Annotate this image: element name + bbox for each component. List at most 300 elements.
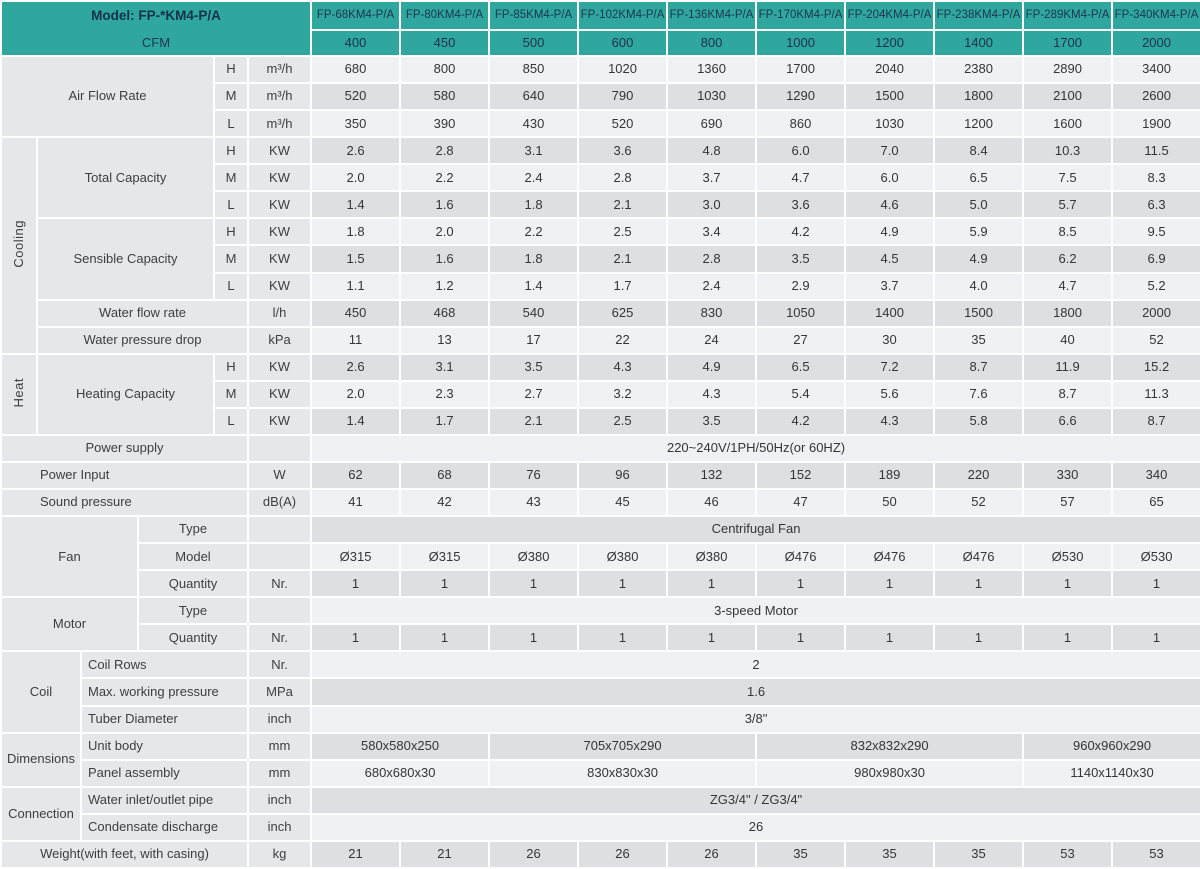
section-label-vertical: Heat [10, 377, 26, 408]
section-label-cell [1, 137, 37, 354]
value-cell: 3/8" [311, 706, 1200, 733]
value-cell: 4.3 [845, 408, 934, 435]
value-cell: 3.5 [756, 245, 845, 272]
speed-label-cell: L [214, 273, 248, 300]
value-cell: 340 [1112, 462, 1200, 489]
row-label-cell: Weight(with feet, with casing) [1, 841, 248, 868]
value-cell: 2.6 [311, 354, 400, 381]
section-label-cell [1, 354, 37, 435]
value-cell: 2.7 [489, 381, 578, 408]
model-column-header: FP-80KM4-P/A [400, 1, 489, 30]
value-cell: 2.4 [489, 164, 578, 191]
value-cell: Ø476 [756, 543, 845, 570]
value-cell: Ø380 [578, 543, 667, 570]
row-label-cell: Water inlet/outlet pipe [81, 787, 248, 814]
table-row [1, 300, 1200, 327]
value-cell: 11 [311, 327, 400, 354]
unit-cell: KW [248, 381, 311, 408]
value-cell: 4.2 [756, 408, 845, 435]
model-column-header: FP-204KM4-P/A [845, 1, 934, 30]
speed-label-cell: M [214, 164, 248, 191]
value-cell: 15.2 [1112, 354, 1200, 381]
value-cell: 8.5 [1023, 218, 1112, 245]
value-cell: 1 [667, 570, 756, 597]
value-cell: 45 [578, 489, 667, 516]
table-row [1, 841, 1200, 868]
value-cell: 1 [934, 570, 1023, 597]
value-cell: 1500 [845, 83, 934, 110]
value-cell: 830 [667, 300, 756, 327]
unit-cell: MPa [248, 678, 311, 705]
value-cell: 11.3 [1112, 381, 1200, 408]
speed-label-cell: H [214, 354, 248, 381]
value-cell: 1.6 [400, 245, 489, 272]
section-label-cell: Connection [1, 787, 81, 841]
row-label-cell: Power supply [1, 435, 248, 462]
speed-label-cell: L [214, 110, 248, 137]
model-column-header: FP-136KM4-P/A [667, 1, 756, 30]
value-cell: 1030 [845, 110, 934, 137]
value-cell: 4.7 [1023, 273, 1112, 300]
value-cell: 1.7 [400, 408, 489, 435]
value-cell: 26 [489, 841, 578, 868]
speed-label-cell: M [214, 83, 248, 110]
cfm-value-cell: 800 [667, 30, 756, 56]
value-cell: 35 [845, 841, 934, 868]
unit-cell: mm [248, 760, 311, 787]
value-cell: 46 [667, 489, 756, 516]
value-cell: ZG3/4" / ZG3/4" [311, 787, 1200, 814]
value-cell: 1.4 [489, 273, 578, 300]
value-cell: 1 [667, 624, 756, 651]
value-cell: 1500 [934, 300, 1023, 327]
value-cell: Ø476 [934, 543, 1023, 570]
value-cell: 4.8 [667, 137, 756, 164]
unit-cell: mm [248, 733, 311, 760]
table-row [1, 137, 1200, 164]
value-cell: 1 [1112, 624, 1200, 651]
value-cell: 1.8 [311, 218, 400, 245]
table-row [1, 516, 1200, 543]
speed-label-cell: L [214, 408, 248, 435]
value-cell: 132 [667, 462, 756, 489]
table-row [1, 543, 1200, 570]
value-cell: 2.9 [756, 273, 845, 300]
value-cell: 52 [934, 489, 1023, 516]
model-column-header: FP-238KM4-P/A [934, 1, 1023, 30]
value-cell: 57 [1023, 489, 1112, 516]
value-cell: 65 [1112, 489, 1200, 516]
section-label-cell: Motor [1, 597, 138, 651]
value-cell: 640 [489, 83, 578, 110]
row-label-cell: Air Flow Rate [1, 56, 214, 137]
speed-label-cell: H [214, 56, 248, 83]
table-row [1, 218, 1200, 245]
value-cell: 53 [1023, 841, 1112, 868]
row-label-cell: Heating Capacity [37, 354, 214, 435]
value-cell: 47 [756, 489, 845, 516]
value-cell: 4.9 [934, 245, 1023, 272]
value-cell: 690 [667, 110, 756, 137]
cfm-value-cell: 1000 [756, 30, 845, 56]
value-cell: 860 [756, 110, 845, 137]
value-cell: 1700 [756, 56, 845, 83]
value-cell: 2.1 [578, 245, 667, 272]
value-cell: 520 [578, 110, 667, 137]
value-cell: 4.9 [667, 354, 756, 381]
value-cell: 6.6 [1023, 408, 1112, 435]
value-cell: Ø380 [489, 543, 578, 570]
table-row [1, 760, 1200, 787]
unit-cell: KW [248, 245, 311, 272]
value-cell: 3.7 [845, 273, 934, 300]
value-cell: 1.8 [489, 191, 578, 218]
value-cell: Ø476 [845, 543, 934, 570]
value-cell: 1 [400, 624, 489, 651]
value-cell: 2.5 [578, 218, 667, 245]
value-cell: 8.7 [934, 354, 1023, 381]
value-cell: 1.4 [311, 408, 400, 435]
value-cell: 330 [1023, 462, 1112, 489]
value-cell: 8.4 [934, 137, 1023, 164]
unit-cell: inch [248, 787, 311, 814]
table-row [1, 706, 1200, 733]
value-cell: 5.8 [934, 408, 1023, 435]
value-cell: 3.7 [667, 164, 756, 191]
unit-cell: KW [248, 191, 311, 218]
value-cell: 790 [578, 83, 667, 110]
model-column-header: FP-85KM4-P/A [489, 1, 578, 30]
cfm-value-cell: 1200 [845, 30, 934, 56]
table-row [1, 489, 1200, 516]
row-label-cell: Type [138, 597, 248, 624]
unit-cell: KW [248, 218, 311, 245]
value-cell: 1 [756, 624, 845, 651]
section-label-cell: Fan [1, 516, 138, 597]
row-label-cell: Total Capacity [37, 137, 214, 218]
value-cell: 1050 [756, 300, 845, 327]
table-row [1, 651, 1200, 678]
value-cell: 1800 [1023, 300, 1112, 327]
value-cell: 21 [400, 841, 489, 868]
unit-cell: m³/h [248, 83, 311, 110]
value-cell: 3-speed Motor [311, 597, 1200, 624]
model-column-header: FP-102KM4-P/A [578, 1, 667, 30]
value-cell: 350 [311, 110, 400, 137]
unit-cell: l/h [248, 300, 311, 327]
unit-cell: Nr. [248, 651, 311, 678]
value-cell: 6.0 [756, 137, 845, 164]
value-cell: 680 [311, 56, 400, 83]
value-cell: 26 [578, 841, 667, 868]
value-cell: 1.6 [311, 678, 1200, 705]
value-cell: 2380 [934, 56, 1023, 83]
value-cell: 40 [1023, 327, 1112, 354]
value-cell: 450 [311, 300, 400, 327]
value-cell: 3.6 [756, 191, 845, 218]
cfm-value-cell: 1700 [1023, 30, 1112, 56]
table-row [1, 678, 1200, 705]
value-cell: 1030 [667, 83, 756, 110]
unit-cell: Nr. [248, 570, 311, 597]
value-cell: 27 [756, 327, 845, 354]
table-row [1, 733, 1200, 760]
value-cell: 1600 [1023, 110, 1112, 137]
value-cell: 1.7 [578, 273, 667, 300]
unit-cell: kPa [248, 327, 311, 354]
value-cell: 830x830x30 [489, 760, 756, 787]
value-cell: 4.7 [756, 164, 845, 191]
value-cell: 2.1 [489, 408, 578, 435]
value-cell: 2040 [845, 56, 934, 83]
value-cell: 26 [667, 841, 756, 868]
model-column-header: FP-289KM4-P/A [1023, 1, 1112, 30]
unit-cell [248, 543, 311, 570]
value-cell: 1360 [667, 56, 756, 83]
speed-label-cell: L [214, 191, 248, 218]
value-cell: 430 [489, 110, 578, 137]
value-cell: 5.2 [1112, 273, 1200, 300]
value-cell: 220~240V/1PH/50Hz(or 60HZ) [311, 435, 1200, 462]
value-cell: 1.8 [489, 245, 578, 272]
value-cell: 1800 [934, 83, 1023, 110]
table-row [1, 354, 1200, 381]
cfm-value-cell: 2000 [1112, 30, 1200, 56]
value-cell: 3.1 [400, 354, 489, 381]
value-cell: 3.5 [667, 408, 756, 435]
value-cell: 4.3 [667, 381, 756, 408]
value-cell: 8.7 [1023, 381, 1112, 408]
value-cell: 5.9 [934, 218, 1023, 245]
value-cell: 8.7 [1112, 408, 1200, 435]
value-cell: 2.8 [667, 245, 756, 272]
value-cell: 3.1 [489, 137, 578, 164]
value-cell: 5.7 [1023, 191, 1112, 218]
value-cell: 390 [400, 110, 489, 137]
value-cell: 5.0 [934, 191, 1023, 218]
value-cell: 6.3 [1112, 191, 1200, 218]
unit-cell: inch [248, 814, 311, 841]
table-row [1, 624, 1200, 651]
value-cell: 1 [578, 624, 667, 651]
table-row [1, 435, 1200, 462]
value-cell: 6.0 [845, 164, 934, 191]
cfm-value-cell: 600 [578, 30, 667, 56]
value-cell: 3.5 [489, 354, 578, 381]
value-cell: 220 [934, 462, 1023, 489]
value-cell: 4.6 [845, 191, 934, 218]
value-cell: 850 [489, 56, 578, 83]
value-cell: 4.5 [845, 245, 934, 272]
value-cell: 3400 [1112, 56, 1200, 83]
value-cell: 2.5 [578, 408, 667, 435]
value-cell: 1 [1112, 570, 1200, 597]
value-cell: 10.3 [1023, 137, 1112, 164]
unit-cell: Nr. [248, 624, 311, 651]
table-row [1, 56, 1200, 83]
value-cell: 1 [845, 570, 934, 597]
value-cell: 2.2 [400, 164, 489, 191]
value-cell: 11.9 [1023, 354, 1112, 381]
value-cell: 21 [311, 841, 400, 868]
value-cell: 68 [400, 462, 489, 489]
speed-label-cell: M [214, 381, 248, 408]
row-label-cell: Power Input [1, 462, 248, 489]
spec-table-body [1, 56, 1200, 868]
value-cell: 26 [311, 814, 1200, 841]
unit-cell [248, 516, 311, 543]
unit-cell: KW [248, 273, 311, 300]
unit-cell: KW [248, 164, 311, 191]
value-cell: Ø530 [1023, 543, 1112, 570]
unit-cell: m³/h [248, 110, 311, 137]
value-cell: 2.1 [578, 191, 667, 218]
value-cell: 2890 [1023, 56, 1112, 83]
cfm-value-cell: 450 [400, 30, 489, 56]
value-cell: 4.9 [845, 218, 934, 245]
value-cell: 520 [311, 83, 400, 110]
value-cell: 7.0 [845, 137, 934, 164]
model-column-header: FP-340KM4-P/A [1112, 1, 1200, 30]
speed-label-cell: M [214, 245, 248, 272]
row-label-cell: Condensate discharge [81, 814, 248, 841]
value-cell: 1 [489, 624, 578, 651]
value-cell: 2.0 [311, 381, 400, 408]
value-cell: 1400 [845, 300, 934, 327]
value-cell: 1.4 [311, 191, 400, 218]
value-cell: 2100 [1023, 83, 1112, 110]
value-cell: 2000 [1112, 300, 1200, 327]
value-cell: 62 [311, 462, 400, 489]
model-title-cell [1, 1, 311, 56]
value-cell: 705x705x290 [489, 733, 756, 760]
row-label-cell: Quantity [138, 570, 248, 597]
model-header-row [1, 1, 1200, 30]
value-cell: 3.2 [578, 381, 667, 408]
value-cell: 7.2 [845, 354, 934, 381]
value-cell: 76 [489, 462, 578, 489]
value-cell: 4.0 [934, 273, 1023, 300]
section-label-vertical: Cooling [10, 219, 26, 268]
value-cell: 11.5 [1112, 137, 1200, 164]
value-cell: 1 [845, 624, 934, 651]
table-row [1, 462, 1200, 489]
value-cell: 6.2 [1023, 245, 1112, 272]
value-cell: 1 [400, 570, 489, 597]
value-cell: 2.8 [578, 164, 667, 191]
value-cell: 7.6 [934, 381, 1023, 408]
value-cell: 2 [311, 651, 1200, 678]
value-cell: 1020 [578, 56, 667, 83]
value-cell: 9.5 [1112, 218, 1200, 245]
value-cell: 1290 [756, 83, 845, 110]
value-cell: 1 [578, 570, 667, 597]
unit-cell: KW [248, 354, 311, 381]
value-cell: 189 [845, 462, 934, 489]
value-cell: 1.5 [311, 245, 400, 272]
value-cell: 2.4 [667, 273, 756, 300]
value-cell: 3.4 [667, 218, 756, 245]
unit-cell: inch [248, 706, 311, 733]
value-cell: 540 [489, 300, 578, 327]
value-cell: Ø315 [311, 543, 400, 570]
value-cell: 96 [578, 462, 667, 489]
value-cell: 468 [400, 300, 489, 327]
unit-cell [248, 435, 311, 462]
table-row [1, 327, 1200, 354]
row-label-cell: Water pressure drop [37, 327, 248, 354]
value-cell: 980x980x30 [756, 760, 1023, 787]
row-label-cell: Quantity [138, 624, 248, 651]
value-cell: 1200 [934, 110, 1023, 137]
value-cell: 580 [400, 83, 489, 110]
value-cell: 6.5 [756, 354, 845, 381]
value-cell: 2.0 [311, 164, 400, 191]
value-cell: Ø530 [1112, 543, 1200, 570]
value-cell: 1 [311, 624, 400, 651]
value-cell: 2.3 [400, 381, 489, 408]
value-cell: 4.3 [578, 354, 667, 381]
value-cell: 24 [667, 327, 756, 354]
row-label-cell: Sensible Capacity [37, 218, 214, 299]
value-cell: Centrifugal Fan [311, 516, 1200, 543]
value-cell: 1140x1140x30 [1023, 760, 1200, 787]
value-cell: 1 [756, 570, 845, 597]
unit-cell: KW [248, 137, 311, 164]
value-cell: 680x680x30 [311, 760, 489, 787]
cfm-label: CFM [141, 34, 171, 50]
row-label-cell: Coil Rows [81, 651, 248, 678]
model-column-header: FP-170KM4-P/A [756, 1, 845, 30]
value-cell: 2.0 [400, 218, 489, 245]
table-row [1, 570, 1200, 597]
unit-cell: W [248, 462, 311, 489]
value-cell: 1 [489, 570, 578, 597]
value-cell: 1 [311, 570, 400, 597]
row-label-cell: Tuber Diameter [81, 706, 248, 733]
value-cell: 832x832x290 [756, 733, 1023, 760]
value-cell: 1900 [1112, 110, 1200, 137]
value-cell: 53 [1112, 841, 1200, 868]
row-label-cell: Model [138, 543, 248, 570]
value-cell: 1.1 [311, 273, 400, 300]
value-cell: 6.5 [934, 164, 1023, 191]
section-label-cell: Coil [1, 651, 81, 732]
unit-cell: m³/h [248, 56, 311, 83]
value-cell: 580x580x250 [311, 733, 489, 760]
section-label-cell: Dimensions [1, 733, 81, 787]
row-label-cell: Type [138, 516, 248, 543]
row-label-cell: Max. working pressure [81, 678, 248, 705]
model-title: Model: FP-*KM4-P/A [91, 8, 221, 24]
value-cell: 800 [400, 56, 489, 83]
value-cell: 7.5 [1023, 164, 1112, 191]
value-cell: 50 [845, 489, 934, 516]
cfm-value-cell: 400 [311, 30, 400, 56]
value-cell: 41 [311, 489, 400, 516]
unit-cell: dB(A) [248, 489, 311, 516]
value-cell: 2600 [1112, 83, 1200, 110]
value-cell: 35 [756, 841, 845, 868]
value-cell: 6.9 [1112, 245, 1200, 272]
value-cell: 1 [1023, 624, 1112, 651]
table-row [1, 597, 1200, 624]
value-cell: 2.6 [311, 137, 400, 164]
value-cell: 152 [756, 462, 845, 489]
speed-label-cell: H [214, 137, 248, 164]
value-cell: 3.0 [667, 191, 756, 218]
value-cell: Ø380 [667, 543, 756, 570]
